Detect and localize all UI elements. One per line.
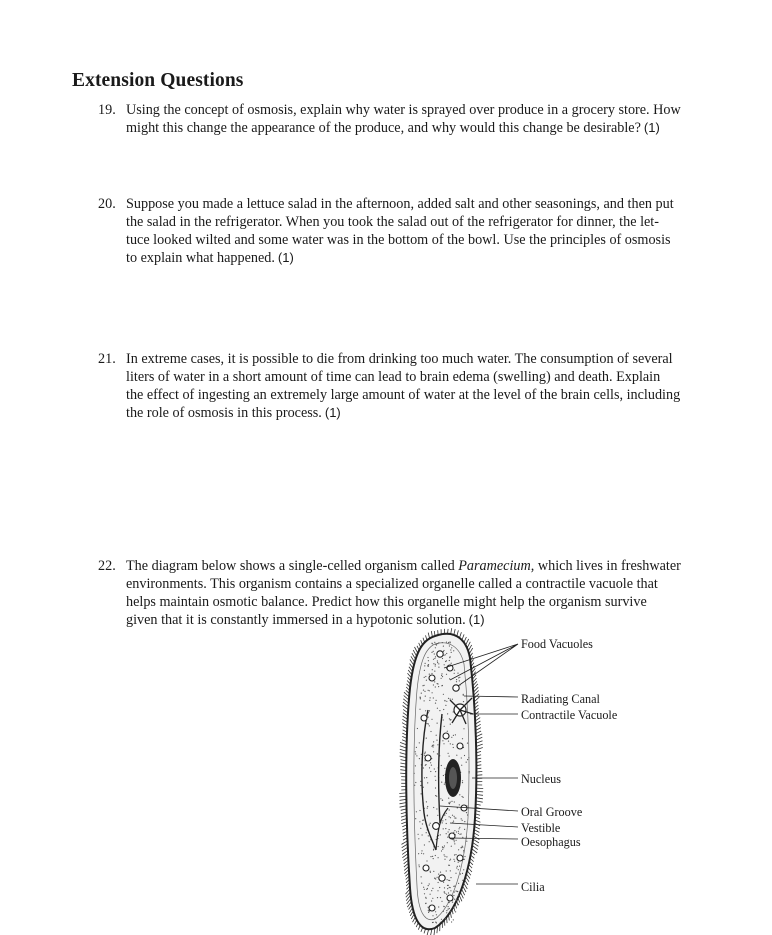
question-line: might this change the appearance of the produce, and why would this change be desirable? [126,120,641,136]
question-19 [98,101,710,137]
organism-name: Paramecium, [458,558,535,574]
question-line: environments. This organism contains a specialized organelle called a contractile vacuole that [126,576,658,592]
label-radiating-canal: Radiating Canal [521,692,600,706]
label-oral-groove: Oral Groove [521,805,583,819]
question-22 [98,557,710,629]
points-value: (1) [277,250,294,265]
question-line: liters of water in a short amount of time can lead to brain edema (swelling) and death. Explain [126,369,661,385]
question-line: Suppose you made a lettuce salad in the afternoon, added salt and other seasonings, and then put [126,196,674,212]
question-number: 21. [98,351,116,367]
question-line: In extreme cases, it is possible to die from drinking too much water. The consumption of several [126,351,673,367]
question-line: which lives in freshwater [534,558,681,574]
question-20 [98,195,710,267]
question-21 [98,350,710,422]
paramecium-diagram [380,628,772,935]
question-line: the role of osmosis in this process. [126,405,322,421]
question-number: 19. [98,102,116,118]
label-food-vacuoles: Food Vacuoles [521,637,593,651]
question-line: The diagram below shows a single-celled organism called [126,558,459,574]
question-number: 20. [98,196,116,212]
label-vestible: Vestible [521,821,561,835]
question-line: given that it is constantly immersed in a hypotonic solution. [126,612,466,628]
label-nucleus: Nucleus [521,772,561,786]
question-line: the salad in the refrigerator. When you took the salad out of the refrigerator for dinner, the let- [126,214,659,230]
question-line: helps maintain osmotic balance. Predict how this organelle might help the organism survive [126,594,647,610]
points-value: (1) [643,120,660,135]
points-value: (1) [324,405,341,420]
question-line: Using the concept of osmosis, explain why water is sprayed over produce in a grocery store. How [126,102,681,118]
label-oesophagus: Oesophagus [521,835,581,849]
points-value: (1) [468,612,485,627]
label-cilia: Cilia [521,880,545,894]
question-line: tuce looked wilted and some water was in the bottom of the bowl. Use the principles of osmosis [126,232,671,248]
question-line: the effect of ingesting an extremely large amount of water at the level of the brain cells, including [126,387,681,403]
label-contractile-vacuole: Contractile Vacuole [521,708,618,722]
paramecium-illustration [380,628,772,935]
question-line: to explain what happened. [126,250,275,266]
question-number: 22. [98,558,116,574]
section-heading: Extension Questions [72,70,244,91]
